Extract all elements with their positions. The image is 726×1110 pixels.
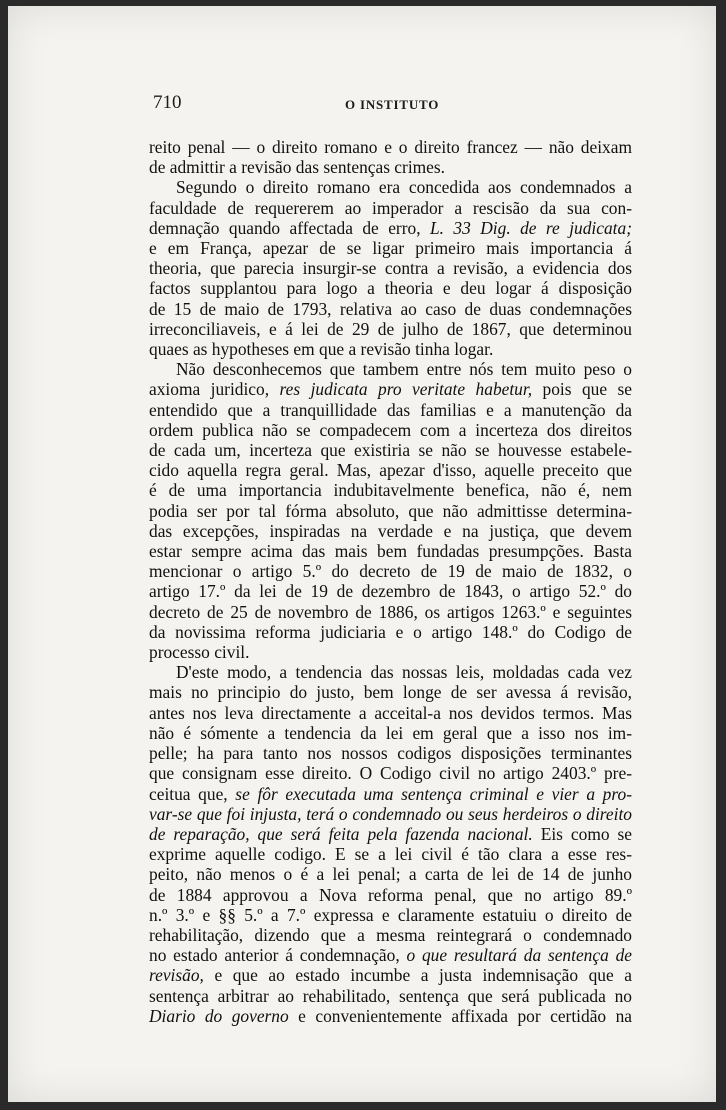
text-segment: e em França, apezar de se ligar primeiro mais importancia á	[149, 238, 632, 259]
text-line	[149, 945, 632, 965]
text-line	[149, 864, 632, 884]
text-segment: faculdade de requererem ao imperador a rescisão da sua con-	[149, 197, 632, 218]
italic-text: revisão,	[149, 965, 204, 986]
italic-text: o que resultará da sentença de	[406, 945, 632, 966]
text-segment: reito penal — o direito romano e o direito francez — não deixam	[149, 137, 632, 157]
italic-text: se fôr executada uma sentença criminal e vier a pro-	[235, 783, 632, 804]
text-segment: da novissima reforma judiciaria e o artigo 148.º do Codigo de	[149, 621, 632, 642]
text-segment: axioma juridico,	[149, 379, 280, 400]
text-line	[149, 400, 632, 420]
text-line	[149, 319, 632, 339]
text-line	[149, 885, 632, 905]
text-line	[149, 359, 632, 379]
text-line	[149, 1006, 632, 1026]
text-segment: rehabilitação, dizendo que a mesma reintegrará o condemnado	[149, 924, 632, 945]
text-segment: entendido que a tranquillidade das familias e a manutenção da	[149, 399, 632, 420]
text-line	[149, 703, 632, 723]
italic-text: de reparação, que será feita pela fazenda nacional.	[149, 823, 533, 844]
running-head: O INSTITUTO	[345, 97, 440, 112]
text-segment: mencionar o artigo 5.º do decreto de 19 de maio de 1832, o	[149, 561, 632, 582]
page-header	[153, 92, 633, 114]
text-segment: de 15 de maio de 1793, relativa ao caso de duas condemnações	[149, 298, 632, 319]
text-segment: de admittir a revisão das sentenças crimes.	[149, 157, 446, 178]
text-segment: irreconciliaveis, e á lei de 29 de julho de 1867, que determinou	[149, 318, 632, 339]
text-line	[149, 824, 632, 844]
text-line	[149, 238, 632, 258]
text-segment: D'este modo, a tendencia das nossas leis, moldadas cada vez	[176, 662, 632, 683]
text-line	[149, 986, 632, 1006]
text-segment: ceitua que,	[149, 783, 236, 804]
text-line	[149, 662, 632, 682]
text-line	[149, 561, 632, 581]
text-segment: não é sómente a tendencia da lei em geral que a isso nos im-	[149, 722, 632, 743]
text-line	[149, 581, 632, 601]
text-segment: das excepções, inspiradas na verdade e na justiça, que devem	[149, 520, 632, 541]
text-segment: podia ser por tal fórma absoluto, que não admittisse determina-	[149, 500, 632, 521]
text-segment: e convenientemente affixada por certidão na	[288, 1005, 632, 1026]
text-line	[149, 743, 632, 763]
text-line	[149, 460, 632, 480]
text-segment: Não desconhecemos que tambem entre nós tem muito peso o	[176, 359, 632, 380]
text-line	[149, 642, 632, 662]
text-line	[149, 804, 632, 824]
text-segment: que consignam esse direito. O Codigo civil no artigo 2403.º pre-	[149, 763, 632, 784]
text-line	[149, 137, 632, 157]
text-line	[149, 420, 632, 440]
text-segment: exprime aquelle codigo. E se a lei civil é tão clara a esse res-	[149, 844, 632, 865]
text-line	[149, 218, 632, 238]
book-page	[8, 6, 716, 1102]
text-line	[149, 157, 632, 177]
text-line	[149, 602, 632, 622]
text-segment: quaes as hypotheses em que a revisão tinha logar.	[149, 339, 494, 360]
text-segment: ordem publica não se compadecem com a incerteza dos direitos	[149, 419, 632, 440]
text-segment: peito, não menos o é a lei penal; a carta de lei de 14 de junho	[149, 864, 632, 885]
text-line	[149, 965, 632, 985]
text-line	[149, 682, 632, 702]
text-segment: pelle; ha para tanto nos nossos codigos disposições terminantes	[149, 743, 632, 764]
text-line	[149, 521, 632, 541]
text-segment: e que ao estado incumbe a justa indemnisação que a	[203, 965, 632, 986]
text-line	[149, 440, 632, 460]
text-segment: de cada um, incerteza que existiria se não se houvesse estabele-	[149, 440, 632, 461]
text-line	[149, 844, 632, 864]
italic-text: var-se que foi injusta, terá o condemnado ou seus herdeiros o direito	[149, 803, 632, 824]
text-line	[149, 379, 632, 399]
body-text	[149, 137, 632, 1026]
text-segment: artigo 17.º da lei de 19 de dezembro de 1843, o artigo 52.º do	[149, 581, 632, 602]
text-line	[149, 501, 632, 521]
text-segment: Segundo o direito romano era concedida aos condemnados a	[176, 177, 632, 198]
text-segment: processo civil.	[149, 642, 250, 663]
italic-text: Diario do governo	[149, 1005, 289, 1026]
text-line	[149, 258, 632, 278]
text-segment: no estado anterior á condemnação,	[149, 945, 407, 966]
text-segment: mais no principio do justo, bem longe de ser avessa á revisão,	[149, 682, 632, 703]
text-segment: estar sempre acima das mais bem fundadas presumpções. Basta	[149, 541, 632, 562]
text-segment: antes nos leva directamente a acceital-a nos devidos termos. Mas	[149, 702, 632, 723]
italic-text: res judicata pro veritate habetur,	[279, 379, 533, 400]
text-line	[149, 723, 632, 743]
text-line	[149, 278, 632, 298]
text-segment: decreto de 25 de novembro de 1886, os artigos 1263.º e seguintes	[149, 601, 632, 622]
text-line	[149, 905, 632, 925]
page-number: 710	[153, 92, 182, 113]
text-line	[149, 541, 632, 561]
text-segment: sentença arbitrar ao rehabilitado, sentença que será publicada no	[149, 985, 632, 1006]
text-segment: theoria, que parecia insurgir-se contra a revisão, a evidencia dos	[149, 258, 632, 279]
text-line	[149, 480, 632, 500]
text-line	[149, 784, 632, 804]
text-line	[149, 299, 632, 319]
text-line	[149, 763, 632, 783]
text-segment: n.º 3.º e §§ 5.º a 7.º expressa e claramente estatuiu o direito de	[149, 904, 632, 925]
text-segment: factos supplantou para logo a theoria e deu logar á disposição	[149, 278, 632, 299]
text-line	[149, 925, 632, 945]
text-line	[149, 177, 632, 197]
text-segment: é de uma importancia indubitavelmente benefica, não é, nem	[149, 480, 632, 501]
text-segment: Eis como se	[532, 823, 633, 844]
text-segment: de 1884 approvou a Nova reforma penal, que no artigo 89.º	[149, 884, 632, 905]
text-segment: pois que se	[532, 379, 633, 400]
text-line	[149, 622, 632, 642]
text-line	[149, 339, 632, 359]
text-line	[149, 198, 632, 218]
text-segment: cido aquella regra geral. Mas, apezar d'isso, aquelle preceito que	[149, 460, 632, 481]
italic-text: L. 33 Dig. de re judicata;	[429, 217, 632, 238]
text-segment: demnação quando affectada de erro,	[149, 217, 430, 238]
